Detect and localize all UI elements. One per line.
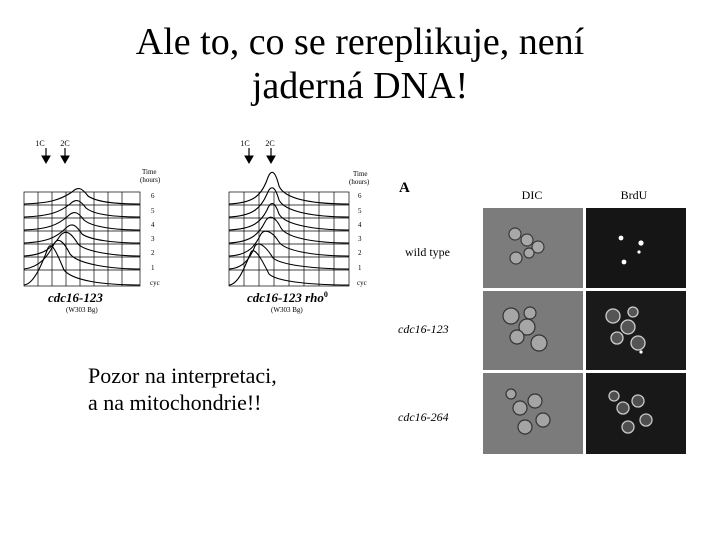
panel-letter: A: [399, 180, 410, 196]
title-line-1: Ale to, co se rereplikuje, není: [135, 21, 585, 63]
microscopy-panel: [395, 170, 695, 460]
time-label: cyc: [150, 279, 160, 287]
marker-2c-label: 2C: [265, 139, 275, 148]
column-header-brdu: BrdU: [620, 188, 648, 202]
time-labels: [150, 192, 160, 287]
marker-1c-arrow: [245, 148, 253, 163]
marker-1c-label: 1C: [240, 139, 250, 148]
dic-image-cdc16-123: [483, 291, 583, 370]
flow-cytometry-panel-right: [225, 130, 385, 315]
brdu-image-cdc16-123: [586, 291, 686, 370]
background-label: (W303 Bg): [271, 306, 303, 314]
marker-2c-arrow: [61, 148, 69, 163]
time-label: 6: [358, 192, 362, 200]
strain-superscript: 0: [323, 290, 328, 299]
time-label: 5: [151, 207, 155, 215]
time-label: 3: [358, 235, 362, 243]
time-label: 4: [358, 221, 362, 229]
time-label: 4: [151, 221, 155, 229]
interpretation-note: [88, 362, 277, 416]
brdu-image-cdc16-264: [586, 373, 686, 454]
background-label: (W303 Bg): [66, 306, 98, 314]
flow-cytometry-panel-left: [20, 130, 180, 315]
time-label: 2: [151, 249, 155, 257]
time-labels: [357, 192, 367, 287]
time-label: 1: [358, 264, 362, 272]
dic-image-cdc16-264: [483, 373, 583, 454]
time-label: 3: [151, 235, 155, 243]
time-header-line1: Time: [353, 170, 368, 178]
strain-label: cdc16-123: [48, 290, 103, 305]
note-line-1: Pozor na interpretaci,: [88, 363, 277, 388]
time-label: 6: [151, 192, 155, 200]
strain-name: cdc16-123 rho: [247, 290, 324, 305]
marker-2c-label: 2C: [60, 139, 70, 148]
time-header-line2: (hours): [140, 176, 161, 184]
note-line-2: a na mitochondrie!!: [88, 390, 262, 415]
marker-1c-arrow: [42, 148, 50, 163]
title-line-2: jaderná DNA!: [251, 65, 469, 107]
slide-title: [0, 20, 720, 108]
row-label-cdc16-123: cdc16-123: [398, 322, 449, 336]
row-label-wild-type: wild type: [405, 245, 450, 259]
row-label-cdc16-264: cdc16-264: [398, 410, 449, 424]
marker-2c-arrow: [267, 148, 275, 163]
column-header-dic: DIC: [521, 188, 543, 202]
time-label: cyc: [357, 279, 367, 287]
histogram-traces: [24, 189, 140, 285]
marker-1c-label: 1C: [35, 139, 45, 148]
time-label: 2: [358, 249, 362, 257]
time-header-line2: (hours): [349, 178, 370, 186]
strain-label: [247, 290, 328, 305]
time-label: 1: [151, 264, 155, 272]
flow-grid: [229, 192, 349, 286]
time-label: 5: [358, 207, 362, 215]
flow-grid: [24, 192, 140, 286]
brdu-image-wild-type: [586, 208, 686, 288]
dic-image-wild-type: [483, 208, 583, 288]
time-header-line1: Time: [142, 168, 157, 176]
